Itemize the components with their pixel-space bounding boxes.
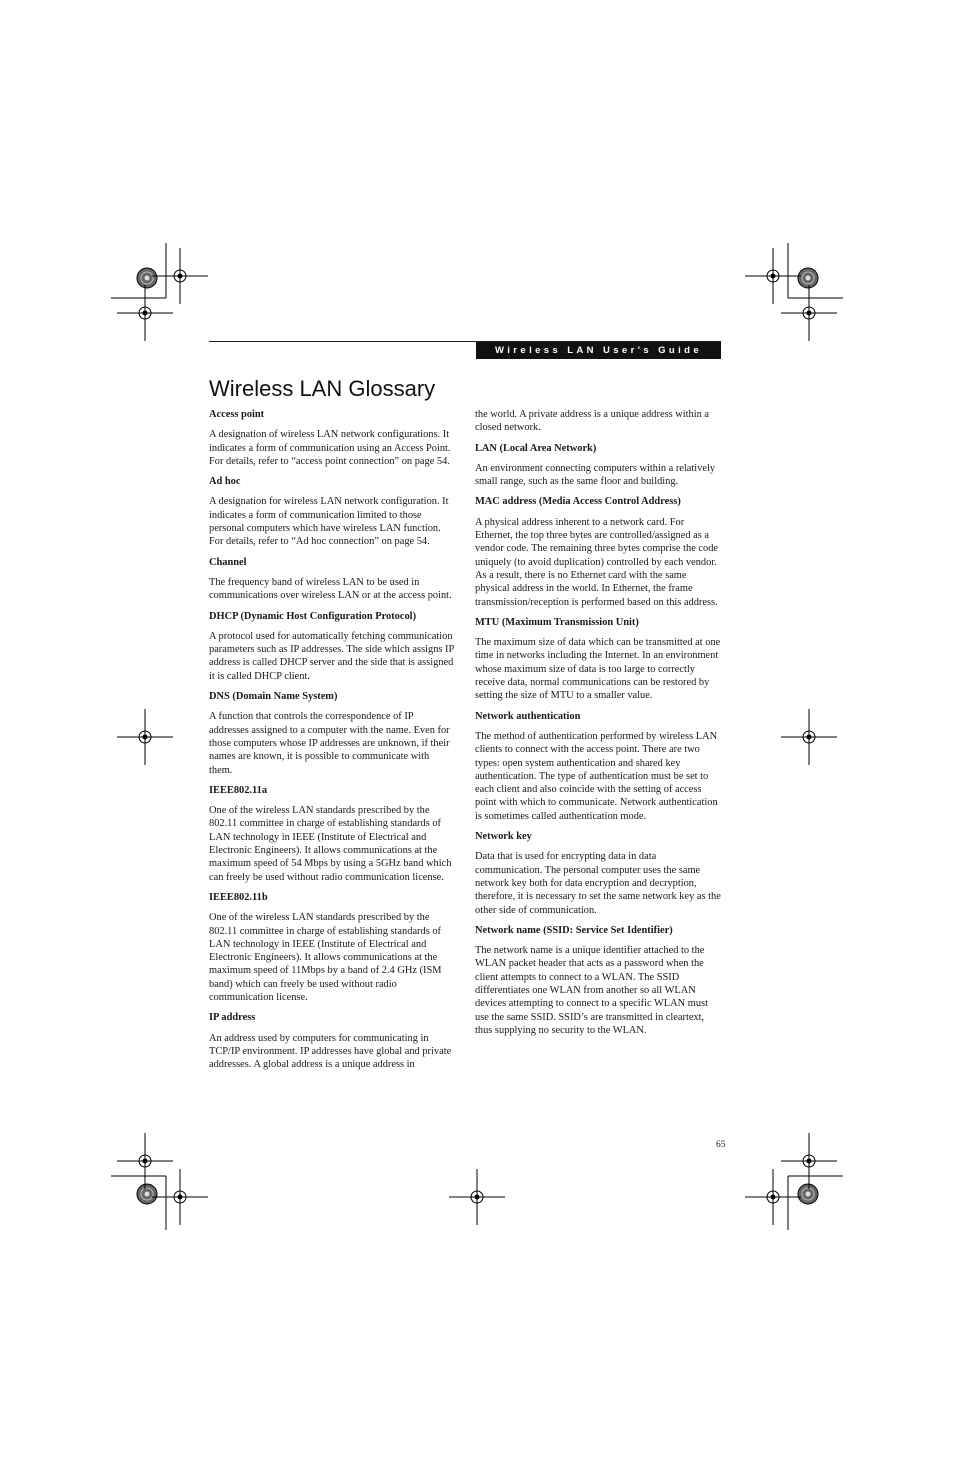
glossary-entry [209, 408, 455, 468]
definition-ieee80211a: One of the wireless LAN standards prescribed by the 802.11 committee in charge of establishing standards of LAN technology in IEEE (Institute of Electrical and Electronic Engineers). It allows communications at the maximum speed of 54 Mbps by using a 5GHz band which can freely be used without radio communication license. [209, 805, 452, 883]
definition-mac-address: A physical address inherent to a network card. For Ethernet, the top three bytes are controlled/assigned as a vendor code. The remaining three bytes comprise the code uniquely (to avoid duplication) controlled by each vendor. As a result, there is no Ethernet card with the same physical address in the world. In Ethernet, the frame transmission/reception is performed based on this address. [475, 516, 719, 608]
glossary-column-left [209, 408, 455, 1078]
glossary-entry [209, 891, 455, 1004]
definition-ip-address: An address used by computers for communicating in TCP/IP environment. IP addresses have global and private addresses. A global address is a unique address in [209, 1032, 452, 1071]
registration-mark-right [781, 709, 837, 765]
term-network-authentication: Network authentication [475, 710, 581, 722]
registration-mark-bottom-center [449, 1169, 505, 1225]
glossary-entry [209, 556, 455, 603]
definition-ip-address-continued: the world. A private address is a unique address within a closed network. [475, 409, 710, 434]
term-ip-address: IP address [209, 1012, 256, 1024]
term-mtu: MTU (Maximum Transmission Unit) [475, 616, 639, 628]
glossary-entry [475, 616, 721, 703]
term-ieee80211b: IEEE802.11b [209, 891, 268, 903]
definition-dhcp: A protocol used for automatically fetching communication parameters such as IP addresses. The side which assigns IP address is called DHCP server and the side that is assigned it is called DHCP client. [209, 630, 454, 682]
term-ieee80211a: IEEE802.11a [209, 784, 268, 796]
glossary-entry [475, 830, 721, 917]
registration-mark-left [117, 709, 173, 765]
glossary-entry [475, 495, 721, 608]
definition-mtu: The maximum size of data which can be transmitted at one time in networks including the Internet. In an environment whose maximum size of data is too large to correctly receive data, normal communications can be restored by setting the size of MTU to a smaller value. [475, 637, 721, 702]
glossary-column-right [475, 408, 721, 1044]
glossary-entry [209, 784, 455, 884]
term-network-name: Network name (SSID: Service Set Identifier) [475, 924, 673, 936]
definition-lan: An environment connecting computers within a relatively small range, such as the same floor and building. [475, 462, 716, 488]
term-dns: DNS (Domain Name System) [209, 691, 338, 703]
term-lan: LAN (Local Area Network) [475, 442, 597, 454]
term-mac-address: MAC address (Media Access Control Address) [475, 496, 681, 508]
definition-access-point: A designation of wireless LAN network configurations. It indicates a form of communication using an Access Point. For details, refer to “access point connection” on page 54. [209, 429, 451, 467]
crop-mark-top-left [111, 243, 208, 341]
crop-mark-bottom-left [111, 1133, 208, 1230]
glossary-entry [209, 475, 455, 548]
definition-dns: A function that controls the correspondence of IP addresses assigned to a computer with the name. Even for those computers whose IP addresses are unknown, if their names are known, it is possible to communicate with them. [209, 711, 450, 776]
term-channel: Channel [209, 556, 247, 568]
definition-network-authentication: The method of authentication performed by wireless LAN clients to connect with the access point. There are two types: open system authentication and shared key authentication. The type of authentication must be set to each client and also coincide with the setting of access point with which to communicate. Network authentication is sometimes called authentication mode. [475, 730, 718, 822]
crop-mark-bottom-right [745, 1133, 843, 1230]
definition-ad-hoc: A designation for wireless LAN network configuration. It indicates a form of communication limited to those personal computers which have wireless LAN function. For details, refer to “Ad hoc connection” on page 54. [209, 496, 449, 548]
glossary-entry [475, 442, 721, 489]
term-access-point: Access point [209, 409, 265, 420]
definition-channel: The frequency band of wireless LAN to be used in communications over wireless LAN or at the access point. [209, 576, 452, 602]
crop-mark-top-right [745, 243, 843, 341]
glossary-entry [209, 690, 455, 777]
term-dhcp: DHCP (Dynamic Host Configuration Protocol) [209, 610, 417, 622]
definition-network-name: The network name is a unique identifier attached to the WLAN packet header that acts as a password when the client attempts to connect to a WLAN. The SSID differentiates one WLAN from another so all WLAN devices attempting to connect to a specific WLAN must use the same SSID. SSID’s are transmitted in cleartext, thus supplying no security to the WLAN. [475, 945, 708, 1036]
definition-network-key: Data that is used for encrypting data in data communication. The personal computer uses the same network key both for data encryption and decryption, therefore, it is necessary to set the same network key as the other side of communication. [475, 851, 721, 916]
term-network-key: Network key [475, 831, 532, 843]
glossary-entry [475, 924, 721, 1037]
glossary-entry [209, 1011, 455, 1071]
term-ad-hoc: Ad hoc [209, 476, 241, 488]
running-header: Wireless LAN User's Guide [476, 342, 721, 359]
page-title: Wireless LAN Glossary [209, 376, 436, 401]
glossary-entry [475, 710, 721, 823]
definition-ieee80211b: One of the wireless LAN standards prescribed by the 802.11 committee in charge of establishing standards of LAN technology in IEEE (Institute of Electrical and Electronic Engineers). It allows communications at the maximum speed of 11Mbps by a band of 2.4 GHz (ISM band) which can freely be used without radio communication license. [209, 912, 442, 1003]
glossary-entry [209, 610, 455, 683]
page-number: 65 [716, 1140, 726, 1150]
